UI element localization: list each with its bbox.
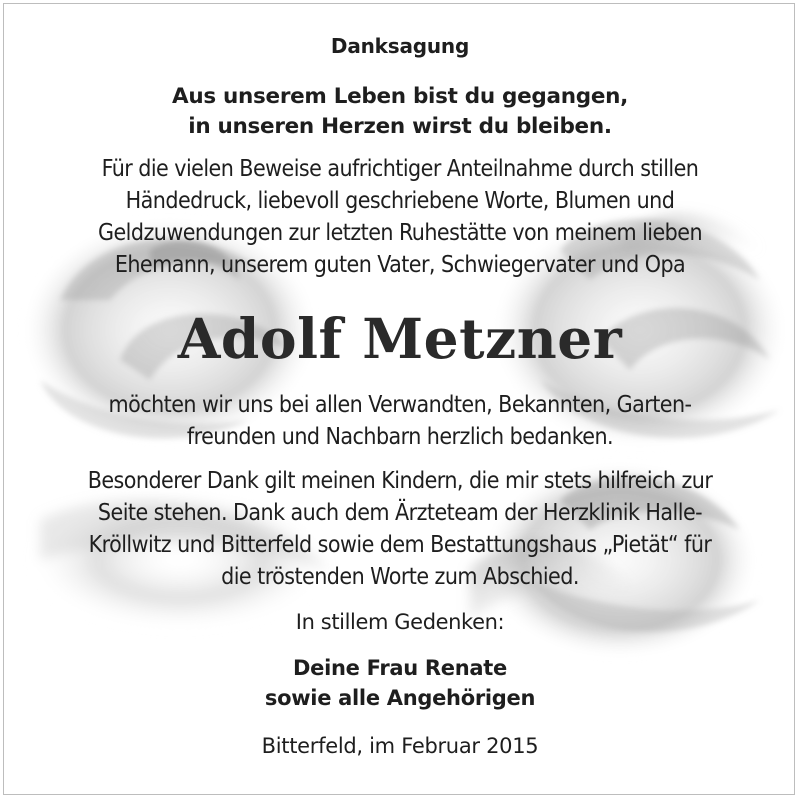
intro-line-1: Für die vielen Beweise aufrichtiger Anteilnahme durch stillen — [101, 156, 699, 182]
intro-line-4: Ehemann, unserem guten Vater, Schwiegervater und Opa — [114, 252, 686, 278]
signatory-line-2: sowie alle Angehörigen — [264, 686, 536, 710]
notice-title: Danksagung — [330, 34, 470, 58]
signatory-line-1: Deine Frau Renate — [293, 656, 507, 680]
intro-line-3: Geldzuwendungen zur letzten Ruhestätte von meinem lieben — [97, 220, 703, 246]
thanks-line-1: möchten wir uns bei allen Verwandten, Bekannten, Garten- — [108, 392, 692, 418]
remembrance-line: In stillem Gedenken: — [295, 610, 505, 634]
special-thanks-line-1: Besonderer Dank gilt meinen Kindern, die mir stets hilfreich zur — [87, 468, 713, 494]
intro-line-2: Händedruck, liebevoll geschriebene Worte, Blumen und — [125, 188, 675, 214]
place-date: Bitterfeld, im Februar 2015 — [261, 734, 539, 758]
motto-line-1: Aus unserem Leben bist du gegangen, — [172, 84, 628, 109]
deceased-name: Adolf Metzner — [177, 306, 623, 371]
special-thanks-line-3: Kröllwitz und Bitterfeld sowie dem Bestattungshaus „Pietät“ für — [88, 532, 712, 558]
special-thanks-line-2: Seite stehen. Dank auch dem Ärzteteam der Herzklinik Halle- — [97, 500, 703, 526]
special-thanks-line-4: die tröstenden Worte zum Abschied. — [221, 564, 579, 590]
thanks-line-2: freunden und Nachbarn herzlich bedanken. — [186, 424, 614, 450]
motto-line-2: in unseren Herzen wirst du bleiben. — [188, 114, 612, 139]
